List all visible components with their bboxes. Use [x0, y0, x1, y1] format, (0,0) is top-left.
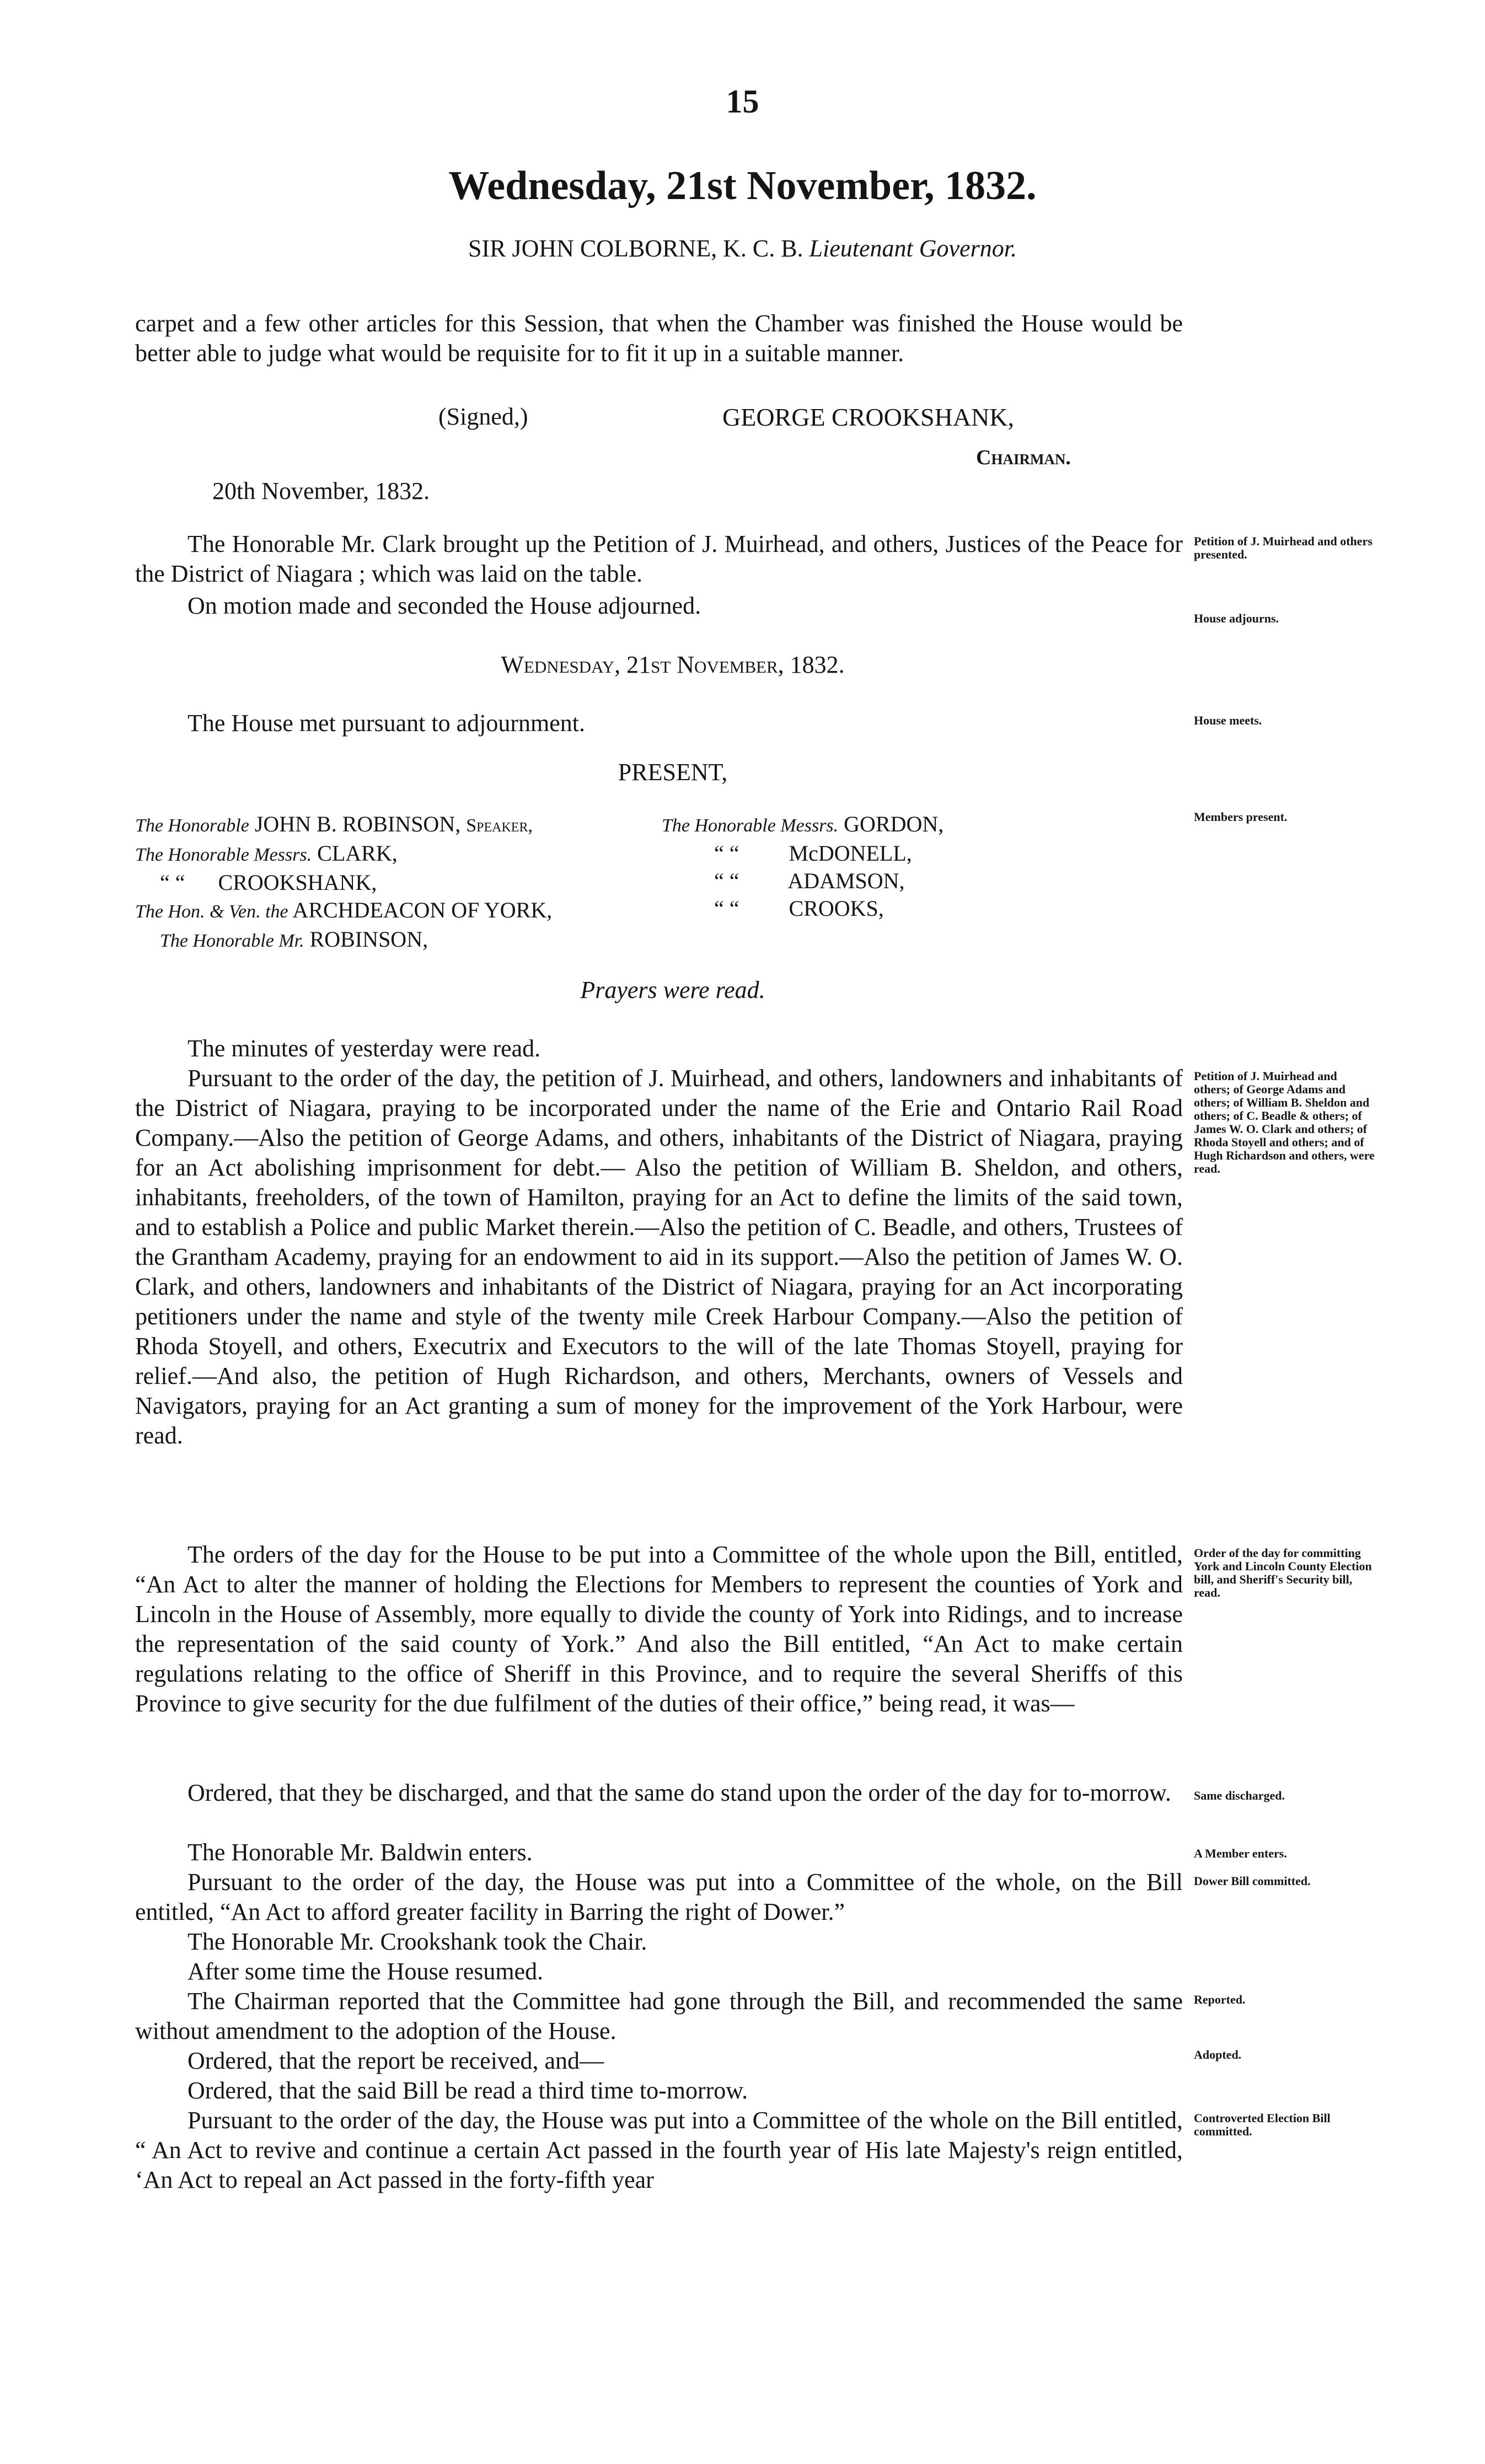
- paragraph-petition-muirhead: The Honorable Mr. Clark brought up the Petition of J. Muirhead, and others, Justices of the Peace for the District of Niagara ; which was laid on the table.: [135, 530, 1183, 587]
- margin-note-member-enters: A Member enters.: [1194, 1846, 1287, 1860]
- margin-note-house-adjourns: House adjourns.: [1194, 611, 1279, 625]
- margin-note-order-of-day: Order of the day for committing York and Lincoln County Election bill, and Sheriff's Security bill, read.: [1194, 1546, 1372, 1599]
- report-date: 20th November, 1832.: [212, 477, 430, 504]
- margin-note-petition-presented: Petition of J. Muirhead and others presented.: [1194, 534, 1373, 561]
- paragraph-report-received: Ordered, that the report be received, and—: [187, 2047, 604, 2074]
- margin-note-adopted: Adopted.: [1194, 2048, 1242, 2062]
- sitting-heading: Wednesday, 21st November, 1832.: [501, 651, 845, 678]
- governor-title: Lieutenant Governor.: [809, 235, 1017, 262]
- member-line: “ “ ADAMSON,: [714, 868, 905, 893]
- paragraph-resumed: After some time the House resumed.: [187, 1958, 544, 1985]
- date-heading: Wednesday, 21st November, 1832.: [448, 163, 1037, 208]
- report-text: carpet and a few other articles for this Session, that when the Chamber was finished the House would be better able to judge what would be requisite for to fit it up in a suitable manner.: [135, 310, 1183, 367]
- paragraph-dower-committee: Pursuant to the order of the day, the House was put into a Committee of the whole, on the Bill entitled, “An Act to afford greater facility in Barring the right of Dower.”: [135, 1869, 1183, 1925]
- paragraph-minutes: The minutes of yesterday were read.: [187, 1035, 541, 1062]
- paragraph-election-bill: Pursuant to the order of the day, the House was put into a Committee of the whole on the Bill entitled, “ An Act to revive and continue a certain Act passed in the fourth year of His late Majesty's reign entitled, ‘An Act to repeal an Act passed in the forty-fifth year: [135, 2107, 1183, 2193]
- governor-name: SIR JOHN COLBORNE, K. C. B.: [468, 235, 803, 262]
- margin-note-same-discharged: Same discharged.: [1194, 1789, 1285, 1802]
- governor-line: [0, 234, 1485, 262]
- present-heading: PRESENT,: [618, 759, 728, 786]
- signatory-name: GEORGE CROOKSHANK,: [722, 403, 1015, 431]
- paragraph-chair: The Honorable Mr. Crookshank took the Chair.: [187, 1928, 647, 1955]
- paragraph-petitions-read: Pursuant to the order of the day, the petition of J. Muirhead, and others, landowners and inhabitants of the District of Niagara, praying to be incorporated under the name of the Erie and Ontario Rail Road Company.—Also the petition of George Adams, and others, inhabitants of the District of Niagara, praying for an Act abolishing imprisonment for debt.— Also the petition of William B. Sheldon, and others, inhabitants, freeholders, of the town of Hamilton, praying for an Act to define the limits of the said town, and to establish a Police and public Market therein.—Also the petition of C. Beadle, and others, Trustees of the Grantham Academy, praying for an endowment to aid in its support.—Also the petition of James W. O. Clark, and others, landowners and inhabitants of the District of Niagara, praying for an Act incorporating petitioners under the name and style of the twenty mile Creek Harbour Company.—Also the petition of Rhoda Stoyell, and others, Executrix and Executors to the will of the late Thomas Stoyell, praying for relief.—And also, the petition of Hugh Richardson, and others, Merchants, owners of Vessels and Navigators, praying for an Act granting a sum of money for the improvement of the York Harbour, were read.: [135, 1065, 1183, 1449]
- margin-note-members-present: Members present.: [1194, 810, 1288, 824]
- member-line: The Honorable Messrs. CLARK,: [135, 841, 398, 866]
- member-line: “ “ CROOKSHANK,: [160, 870, 377, 895]
- member-line: The Hon. & Ven. the ARCHDEACON OF YORK,: [135, 898, 553, 922]
- paragraph-reported: The Chairman reported that the Committee had gone through the Bill, and recommended the same without amendment to the adoption of the House.: [135, 1988, 1183, 2044]
- signed-label: (Signed,): [438, 403, 528, 430]
- margin-note-dower-committed: Dower Bill committed.: [1194, 1874, 1311, 1888]
- member-line: The Honorable Messrs. GORDON,: [662, 812, 944, 836]
- member-line: The Honorable JOHN B. ROBINSON, Speaker,: [135, 812, 533, 836]
- page-number: 15: [726, 83, 759, 120]
- present-right-column: [662, 810, 1048, 922]
- member-line: “ “ CROOKS,: [714, 896, 884, 921]
- prayers-line: Prayers were read.: [580, 976, 765, 1003]
- signatory-role: Chairman.: [976, 446, 1071, 469]
- margin-note-election-committed: Controverted Election Bill committed.: [1194, 2111, 1331, 2138]
- margin-note-reported: Reported.: [1194, 1993, 1246, 2006]
- paragraph-third-reading: Ordered, that the said Bill be read a third time to-morrow.: [187, 2077, 748, 2104]
- paragraph-discharged: Ordered, that they be discharged, and that the same do stand upon the order of the day for to-morrow.: [187, 1779, 1171, 1806]
- margin-note-house-meets: House meets.: [1194, 713, 1262, 727]
- paragraph-baldwin-enters: The Honorable Mr. Baldwin enters.: [187, 1839, 533, 1866]
- member-line: The Honorable Mr. ROBINSON,: [160, 927, 428, 952]
- paragraph-house-met: The House met pursuant to adjournment.: [187, 710, 585, 737]
- paragraph-orders-of-day: The orders of the day for the House to be put into a Committee of the whole upon the Bill, entitled, “An Act to alter the manner of holding the Elections for Members to represent the counties of York and Lincoln in the House of Assembly, more equally to divide the county of York into Ridings, and to increase the representation of the said county of York.” And also the Bill entitled, “An Act to make certain regulations relating to the office of Sheriff in this Province, and to require the several Sheriffs of this Province to give security for the due fulfilment of the duties of their office,” being read, it was—: [135, 1541, 1183, 1717]
- margin-note-petitions-read: Petition of J. Muirhead and others; of George Adams and others; of William B. Sheldon and others; of C. Beadle & others; of James W. O. Clark and others; of Rhoda Stoyell and others; and of Hugh Richardson and others, were read.: [1194, 1069, 1375, 1175]
- paragraph-adjourned: On motion made and seconded the House adjourned.: [187, 592, 701, 619]
- member-line: “ “ McDONELL,: [714, 841, 912, 866]
- present-left-column: [135, 810, 659, 955]
